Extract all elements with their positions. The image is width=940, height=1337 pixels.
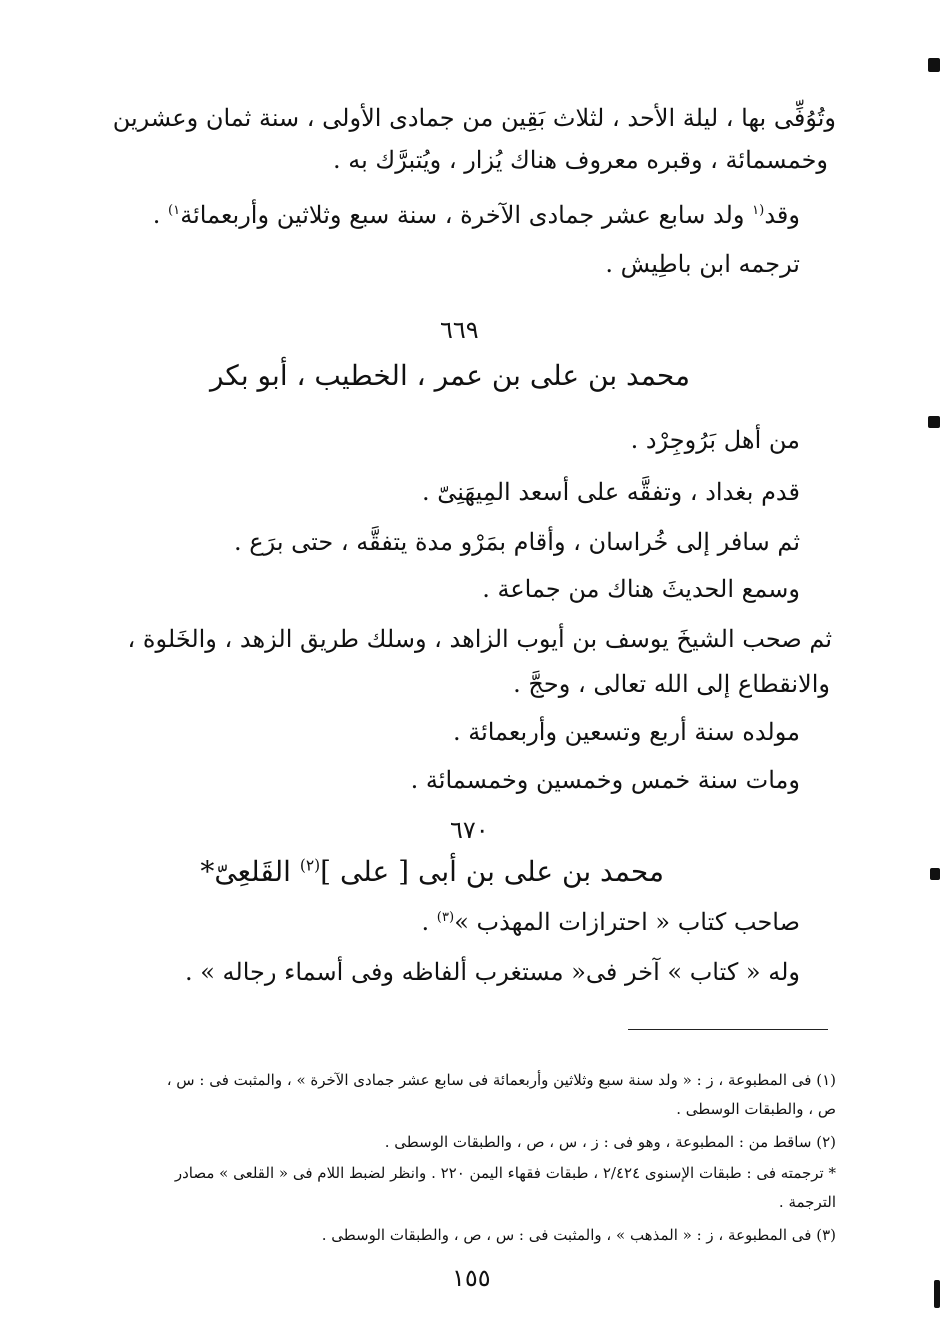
body-line: ترجمه ابن باطِيش . (605, 250, 800, 278)
scan-edge-mark (934, 1280, 940, 1308)
entry-title: محمد بن على بن عمر ، الخطيب ، أبو بكر (209, 359, 690, 392)
footnote-ref: (٣) (436, 910, 455, 925)
footnote-line: (١) فى المطبوعة ، ز : « ولد سنة سبع وثلاثين وأربعمائة فى سابع عشر جمادى الآخرة » ، والمثبت فى : س ، (166, 1071, 836, 1089)
footnote-line: (٢) ساقط من : المطبوعة ، وهو فى : ز ، س ، ص ، والطبقات الوسطى . (384, 1133, 836, 1151)
footnote-ref: (١ (752, 203, 765, 218)
body-line: وسمع الحديثَ هناك من جماعة . (482, 575, 800, 603)
body-line: قدم بغداد ، وتفقَّه على أسعد المِيهَنِىّ . (422, 478, 800, 506)
footnote-separator (628, 1029, 828, 1030)
scan-edge-mark (928, 416, 940, 428)
body-line: وقد$^{(١}$ ولد سابع عشر جمادى الآخرة ، سنة سبع وثلاثين وأربعمائة$^{١)}$ . (152, 201, 800, 229)
footnote-ref: ١) (167, 203, 181, 218)
scan-edge-mark (928, 58, 940, 72)
scan-edge-mark (930, 868, 940, 880)
footnote-line: (٣) فى المطبوعة ، ز : « المذهب » ، والمثبت فى : س ، ص ، والطبقات الوسطى . (321, 1226, 836, 1244)
footnote-line: الترجمة . (778, 1193, 836, 1211)
body-line: وخمسمائة ، وقبره معروف هناك يُزار ، ويُتبرَّك به . (333, 146, 828, 174)
body-line: صاحب كتاب « احترازات المهذب »$^{(٣)}$ . (421, 908, 800, 936)
footnote-ref: (٢) (299, 856, 321, 875)
entry-title: محمد بن على بن أبى [ على ]$^{(٢)}$ القَلعِىّ* (200, 855, 664, 888)
page-number: ١٥٥ (452, 1264, 491, 1292)
footnote-line: ص ، والطبقات الوسطى . (676, 1100, 836, 1118)
body-line: مولده سنة أربع وتسعين وأربعمائة . (452, 718, 800, 746)
body-line: ومات سنة خمس وخمسين وخمسمائة . (410, 766, 800, 794)
body-line: ثم سافر إلى خُراسان ، وأقام بمَرْو مدة يتفقَّه ، حتى برَع . (234, 528, 800, 556)
body-line: وله « كتاب » آخر فى« مستغرب ألفاظه وفى أسماء رجاله » . (184, 958, 800, 986)
body-line: ثم صحب الشيخَ يوسف بن أيوب الزاهد ، وسلك طريق الزهد ، والخَلوة ، (127, 625, 832, 653)
body-line: وتُوُفِّى بها ، ليلة الأحد ، لثلاث بَقِين من جمادى الأولى ، سنة ثمان وعشرين (112, 104, 836, 132)
body-line: من أهل بَرُوجِرْد . (630, 426, 800, 454)
body-line: والانقطاع إلى الله تعالى ، وحجَّ . (513, 670, 830, 698)
entry-number: ٦٦٩ (440, 316, 479, 344)
entry-number: ٦٧٠ (450, 816, 489, 844)
footnote-line: * ترجمته فى : طبقات الإسنوى ٢/٤٢٤ ، طبقات فقهاء اليمن ٢٢٠ . وانظر لضبط اللام فى « القلعى » مصادر (174, 1164, 836, 1182)
